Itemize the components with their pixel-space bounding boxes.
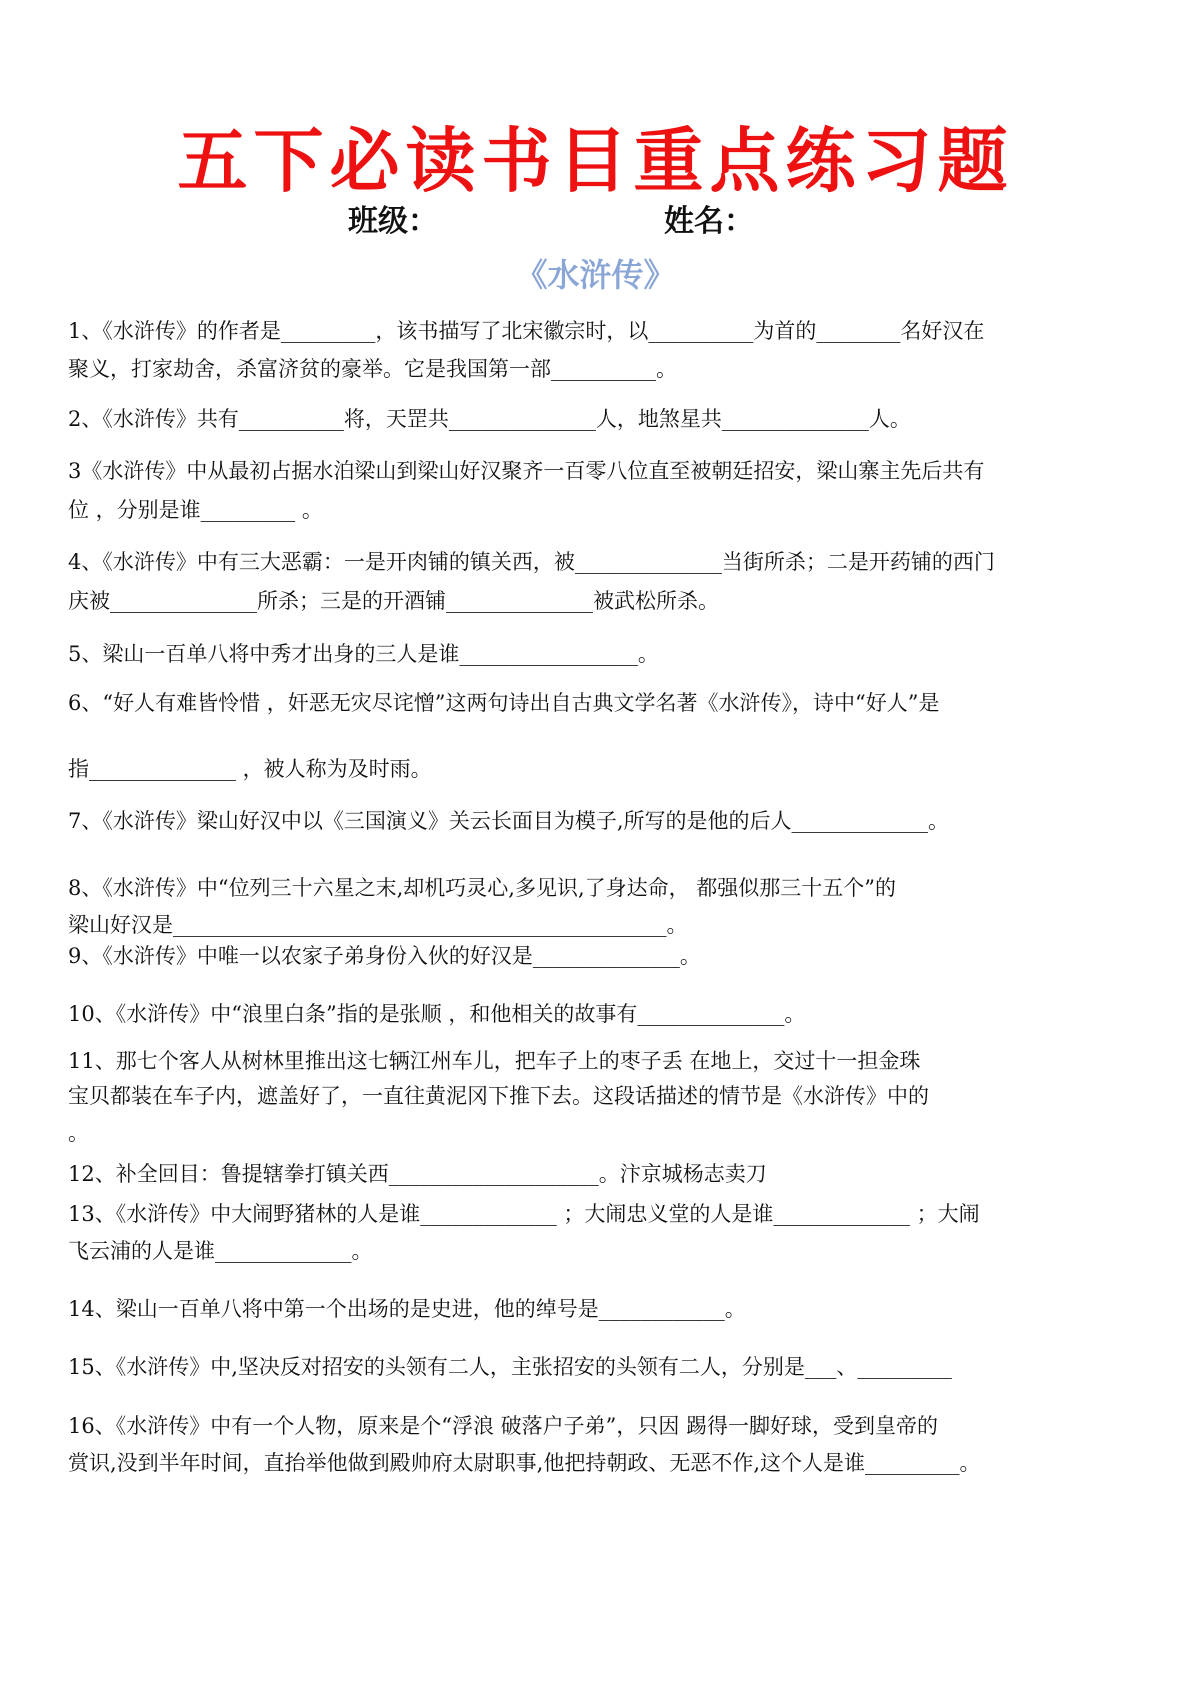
question-line: 15、《水浒传》中,坚决反对招安的头领有二人，主张招安的头领有二人，分别是___、_________ xyxy=(68,1355,952,1379)
question-line: 。 xyxy=(68,1121,89,1145)
name-label: 姓名： xyxy=(664,204,754,239)
class-label: 班级： xyxy=(348,204,438,239)
question-line: 飞云浦的人是谁_____________。 xyxy=(68,1239,373,1263)
question-line: 12、补全回目：鲁提辖拳打镇关西____________________。汴京城杨志卖刀 xyxy=(68,1162,767,1186)
question-line: 指______________ ，被人称为及时雨。 xyxy=(68,757,432,781)
question-line: 庆被______________所杀；三是的开酒铺______________被武松所杀。 xyxy=(68,589,719,613)
question-line: 8、《水浒传》中“位列三十六星之末,却机巧灵心,多见识,了身达命， 都强似那三十五个”的 xyxy=(68,876,897,900)
question-line: 14、梁山一百单八将中第一个出场的是史进，他的绰号是____________。 xyxy=(68,1297,746,1321)
section-title: 《水浒传》 xyxy=(515,256,676,294)
question-line: 赏识,没到半年时间，直抬举他做到殿帅府太尉职事,他把持朝政、无恶不作,这个人是谁_________。 xyxy=(68,1451,981,1475)
question-line: 聚义，打家劫舍，杀富济贫的豪举。它是我国第一部__________。 xyxy=(68,357,677,381)
question-line: 6、“好人有难皆怜惜 ，奸恶无灾尽诧憎”这两句诗出自古典文学名著《水浒传》，诗中“好人”是 xyxy=(68,691,940,715)
question-line: 梁山好汉是_______________________________________________。 xyxy=(68,913,688,937)
question-line: 9、《水浒传》中唯一以农家子弟身份入伙的好汉是______________。 xyxy=(68,944,701,968)
question-line: 3《水浒传》中从最初占据水泊梁山到梁山好汉聚齐一百零八位直至被朝廷招安，梁山寨主先后共有 xyxy=(68,459,985,483)
question-line: 位 ，分别是谁_________ 。 xyxy=(68,498,323,522)
page-title: 五下必读书目重点练习题 xyxy=(177,120,1014,202)
question-line: 1、《水浒传》的作者是_________，该书描写了北宋徽宗时，以__________为首的________名好汉在 xyxy=(68,319,985,343)
question-line: 10、《水浒传》中“浪里白条”指的是张顺 ，和他相关的故事有______________。 xyxy=(68,1002,806,1026)
question-line: 5、梁山一百单八将中秀才出身的三人是谁_________________。 xyxy=(68,642,659,666)
question-line: 11、那七个客人从树林里推出这七辆江州车儿，把车子上的枣子丢 在地上，交过十一担金珠 xyxy=(68,1049,921,1073)
question-line: 7、《水浒传》梁山好汉中以《三国演义》关云长面目为模子,所写的是他的后人_____________。 xyxy=(68,809,950,833)
question-line: 16、《水浒传》中有一个人物，原来是个“浮浪 破落户子弟”，只因 踢得一脚好球，受到皇帝的 xyxy=(68,1414,939,1438)
question-line: 2、《水浒传》共有__________将，天罡共______________人，地煞星共______________人。 xyxy=(68,407,911,431)
question-line: 4、《水浒传》中有三大恶霸：一是开肉铺的镇关西，被______________当街所杀；二是开药铺的西门 xyxy=(68,550,995,574)
question-line: 13、《水浒传》中大闹野猪林的人是谁_____________ ；大闹忠义堂的人是谁_____________ ；大闹 xyxy=(68,1202,980,1226)
question-line: 宝贝都装在车子内，遮盖好了，一直往黄泥冈下推下去。这段话描述的情节是《水浒传》中的 xyxy=(68,1084,929,1108)
